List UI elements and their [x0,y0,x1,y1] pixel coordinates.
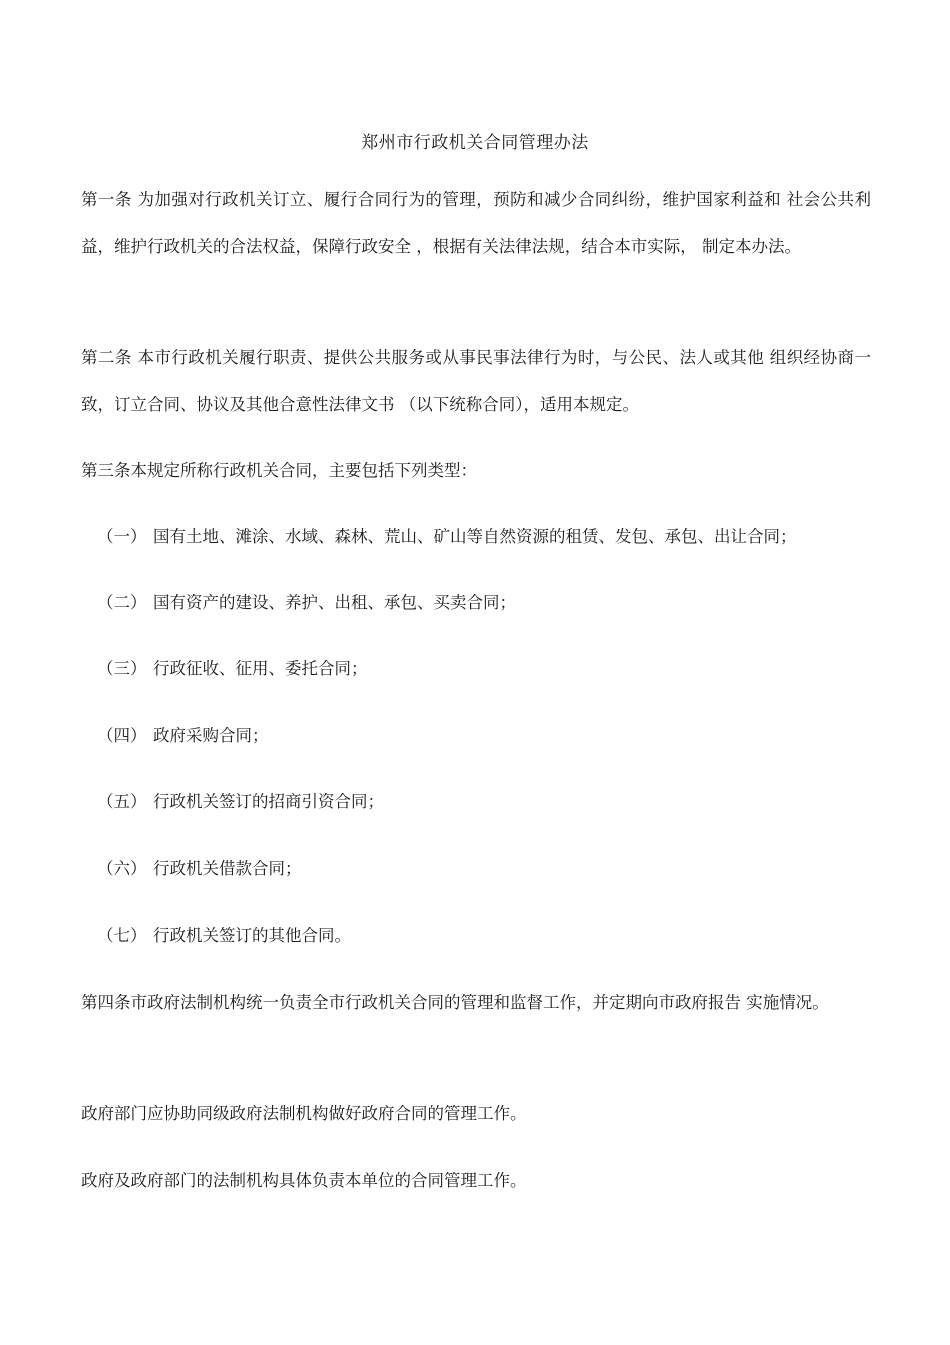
list-item-text: 行政机关签订的招商引资合同； [153,792,384,811]
list-item [97,857,857,881]
list-item [97,724,857,748]
paragraph-legal-office-duty: 政府及政府部门的法制机构具体负责本单位的合同管理工作。 [81,1171,527,1190]
list-item [97,591,857,615]
article-3: 第三条本规定所称行政机关合同，主要包括下列类型： [81,461,477,480]
list-item [97,525,857,549]
paragraph-department-duty: 政府部门应协助同级政府法制机构做好政府合同的管理工作。 [81,1104,527,1123]
list-item [97,924,857,948]
list-item-text: 政府采购合同； [153,726,269,745]
list-item-text: 国有资产的建设、养护、出租、承包、买卖合同； [153,593,516,612]
list-item-number: （六） [97,859,147,878]
list-item-number: （一） [97,527,147,546]
list-item [97,790,857,814]
article-4: 第四条市政府法制机构统一负责全市行政机关合同的管理和监督工作，并定期向市政府报告 实施情况。 [81,993,829,1012]
list-item-number: （二） [97,593,147,612]
list-item-text: 行政征收、征用、委托合同； [153,659,368,678]
list-item-text: 国有土地、滩涂、水域、森林、荒山、矿山等自然资源的租赁、发包、承包、出让合同； [153,527,797,546]
list-item-number: （四） [97,726,147,745]
list-item [97,657,857,681]
list-item-number: （五） [97,792,147,811]
article-1: 第一条 为加强对行政机关订立、履行合同行为的管理，预防和减少合同纠纷，维护国家利益和 社会公共利益，维护行政机关的合法权益，保障行政安全 ，根据有关法律法规，结合本市实际， 制定本办法。 [81,190,871,256]
list-item-text: 行政机关签订的其他合同。 [153,926,351,945]
list-item-number: （七） [97,926,147,945]
list-item-text: 行政机关借款合同； [153,859,302,878]
list-item-number: （三） [97,659,147,678]
document-title: 郑州市行政机关合同管理办法 [361,133,589,153]
article-2: 第二条 本市行政机关履行职责、提供公共服务或从事民事法律行为时，与公民、法人或其他 组织经协商一致，订立合同、协议及其他合意性法律文书 （以下统称合同），适用本规定。 [81,348,871,414]
